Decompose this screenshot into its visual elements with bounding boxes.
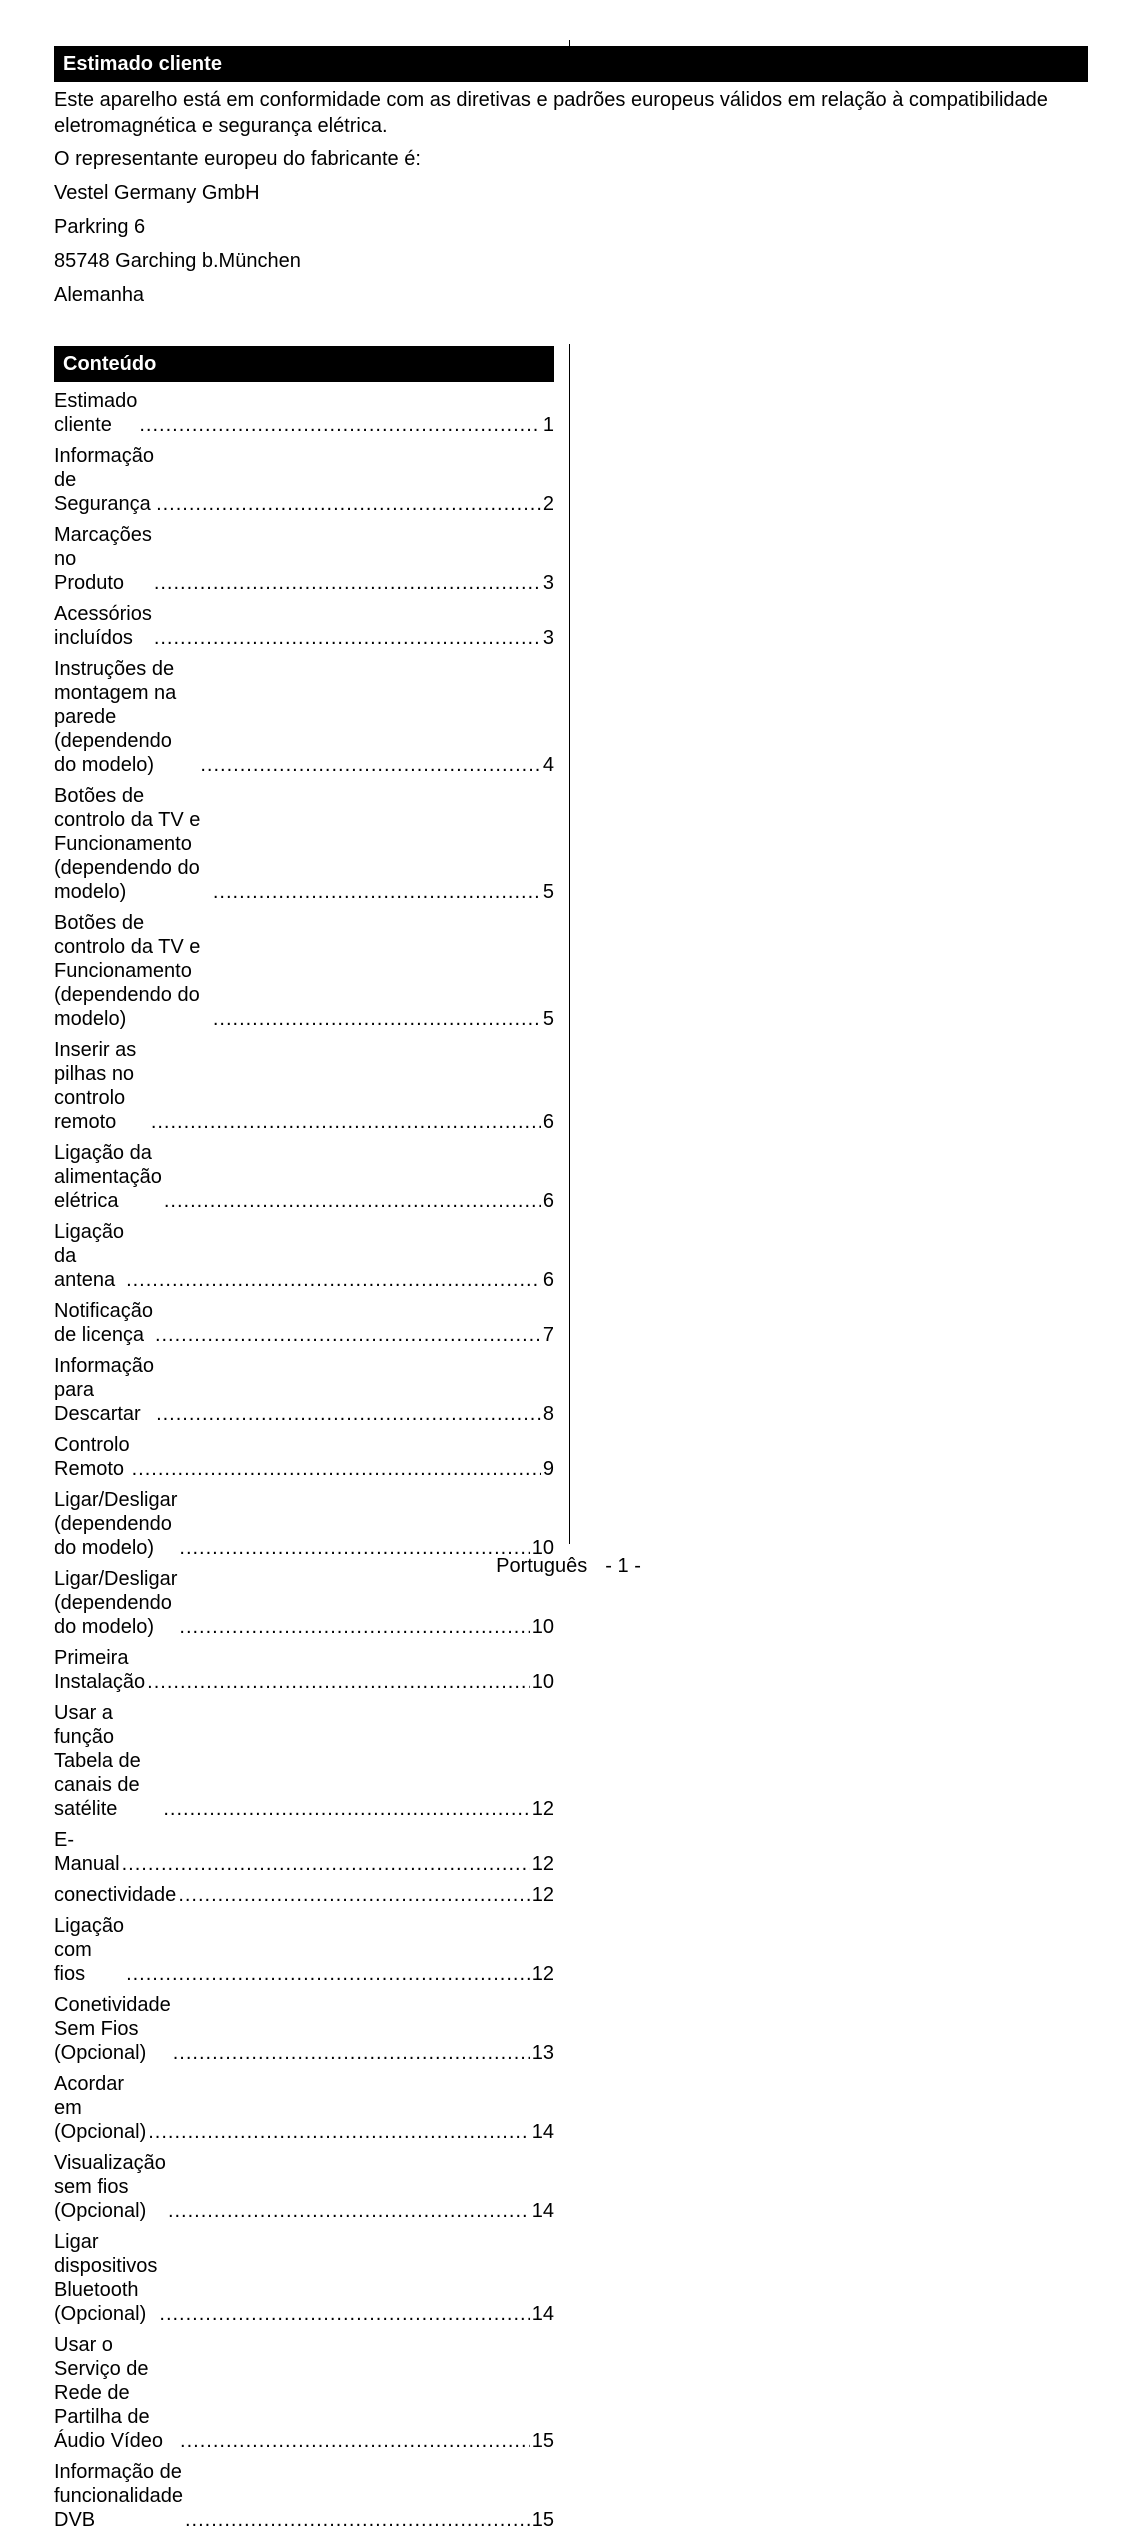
toc-leader-dots xyxy=(151,1110,541,1134)
intro-paragraph: Este aparelho está em conformidade com as diretivas e padrões europeus válidos em relação à compatibilidade eletromagnética e segurança elétrica. xyxy=(54,89,1048,137)
toc-leader-dots xyxy=(154,626,541,650)
toc-entry-title: Estimado cliente xyxy=(54,390,138,436)
toc-entry[interactable] xyxy=(54,1488,554,1560)
toc-entry[interactable] xyxy=(54,523,554,595)
toc-entry[interactable] xyxy=(54,1993,554,2065)
toc-leader-dots xyxy=(163,1797,529,1821)
toc-entry-page: 3 xyxy=(542,627,554,649)
toc-entry[interactable] xyxy=(54,1038,554,1134)
toc-leader-dots xyxy=(185,2508,530,2532)
toc-leader-dots xyxy=(156,1402,541,1426)
toc-entry-page: 12 xyxy=(531,1798,554,1820)
toc-entry-title: Acordar em (Opcional) xyxy=(54,2073,147,2143)
toc-entry[interactable] xyxy=(54,1220,554,1292)
toc-leader-dots xyxy=(168,2199,530,2223)
toc-entry-title: Controlo Remoto xyxy=(54,1434,130,1480)
toc-entry-title: Acessórios incluídos xyxy=(54,603,152,649)
toc-entry-title: Informação de Segurança xyxy=(54,445,155,515)
toc-leader-dots xyxy=(139,413,541,437)
toc-entry-page: 10 xyxy=(531,1616,554,1638)
page-footer xyxy=(0,1553,1137,1579)
toc-entry-page: 6 xyxy=(542,1111,554,1133)
section-header-contents: Conteúdo xyxy=(54,346,554,382)
toc-leader-dots xyxy=(180,2429,530,2453)
toc-entry-title: conectividade xyxy=(54,1884,177,1906)
toc-entry-title: Inserir as pilhas no controlo remoto xyxy=(54,1039,137,1133)
toc-entry-page: 15 xyxy=(531,2509,554,2531)
toc-entry[interactable] xyxy=(54,444,554,516)
toc-entry[interactable] xyxy=(54,1914,554,1986)
toc-entry-page: 13 xyxy=(531,2042,554,2064)
toc-entry-page: 14 xyxy=(531,2303,554,2325)
toc-entry-title: Ligação da antena xyxy=(54,1221,125,1291)
toc-entry[interactable] xyxy=(54,1299,554,1347)
toc-entry-title: Notificação de licença xyxy=(54,1300,153,1346)
toc-entry-title: Ligação da alimentação elétrica xyxy=(54,1142,162,1212)
toc-entry-page: 4 xyxy=(542,754,554,776)
toc-leader-dots xyxy=(159,2302,529,2326)
toc-leader-dots xyxy=(164,1189,541,1213)
toc-entry[interactable] xyxy=(54,784,554,904)
address-company: Vestel Germany GmbH xyxy=(54,182,260,204)
toc-entry-title: Usar a função Tabela de canais de satélite xyxy=(54,1702,141,1820)
toc-entry-page: 14 xyxy=(531,2200,554,2222)
toc-entry-page: 14 xyxy=(531,2121,554,2143)
toc-entry[interactable] xyxy=(54,1354,554,1426)
toc-entry-page: 12 xyxy=(531,1853,554,1875)
address-street: Parkring 6 xyxy=(54,216,146,238)
toc-entry-title: Conetividade Sem Fios (Opcional) xyxy=(54,1994,171,2064)
toc-entry-title: Informação de funcionalidade DVB xyxy=(54,2461,183,2531)
toc-leader-dots xyxy=(132,1457,541,1481)
table-of-contents xyxy=(54,382,554,2532)
toc-entry-page: 9 xyxy=(542,1458,554,1480)
toc-entry-page: 3 xyxy=(542,572,554,594)
toc-entry-title: Botões de controlo da TV e Funcionamento (dependendo do modelo) xyxy=(54,785,201,903)
toc-leader-dots xyxy=(126,1268,541,1292)
toc-entry-title: E-Manual xyxy=(54,1829,120,1875)
toc-entry-title: Usar o Serviço de Rede de Partilha de Áudio Vídeo xyxy=(54,2334,163,2452)
toc-entry[interactable] xyxy=(54,2151,554,2223)
toc-entry[interactable] xyxy=(54,1433,554,1481)
toc-entry[interactable] xyxy=(54,2230,554,2326)
toc-entry[interactable] xyxy=(54,1828,554,1876)
toc-entry-title: Ligar/Desligar (dependendo do modelo) xyxy=(54,1568,178,1638)
toc-entry-title: Visualização sem fios (Opcional) xyxy=(54,2152,166,2222)
toc-entry-page: 12 xyxy=(531,1884,554,1906)
address-city: 85748 Garching b.München xyxy=(54,250,301,272)
toc-entry-title: Botões de controlo da TV e Funcionamento (dependendo do modelo) xyxy=(54,912,201,1030)
toc-entry-title: Ligação com fios xyxy=(54,1915,125,1985)
footer-page-number: - 1 - xyxy=(605,1555,641,1577)
toc-leader-dots xyxy=(213,880,541,904)
toc-leader-dots xyxy=(173,2041,530,2065)
toc-entry-page: 1 xyxy=(542,414,554,436)
toc-leader-dots xyxy=(156,492,541,516)
toc-leader-dots xyxy=(179,1615,529,1639)
toc-entry[interactable] xyxy=(54,2072,554,2144)
toc-entry[interactable] xyxy=(54,911,554,1031)
toc-leader-dots xyxy=(213,1007,541,1031)
toc-entry-page: 7 xyxy=(542,1324,554,1346)
toc-entry[interactable] xyxy=(54,657,554,777)
toc-leader-dots xyxy=(148,2120,530,2144)
toc-leader-dots xyxy=(200,753,541,777)
toc-entry-title: Ligar/Desligar (dependendo do modelo) xyxy=(54,1489,178,1559)
toc-entry[interactable] xyxy=(54,2333,554,2453)
toc-entry-page: 2 xyxy=(542,493,554,515)
toc-entry[interactable] xyxy=(54,2460,554,2532)
toc-entry-page: 5 xyxy=(542,881,554,903)
section-header-greeting: Estimado cliente xyxy=(54,46,1088,82)
column-divider-top xyxy=(569,40,570,48)
toc-entry-title: Marcações no Produto xyxy=(54,524,152,594)
toc-entry[interactable] xyxy=(54,602,554,650)
column-divider xyxy=(569,344,570,1544)
toc-leader-dots xyxy=(126,1962,530,1986)
toc-entry[interactable] xyxy=(54,1646,554,1694)
toc-entry-title: Informação para Descartar xyxy=(54,1355,155,1425)
toc-entry-page: 10 xyxy=(531,1537,554,1559)
toc-entry-page: 10 xyxy=(531,1671,554,1693)
toc-entry[interactable] xyxy=(54,1883,554,1907)
toc-leader-dots xyxy=(155,1323,541,1347)
footer-language: Português xyxy=(496,1555,588,1577)
toc-entry-title: Primeira Instalação xyxy=(54,1647,146,1693)
toc-entry-title: Instruções de montagem na parede (dependendo do modelo) xyxy=(54,658,177,776)
toc-entry[interactable] xyxy=(54,1141,554,1213)
toc-leader-dots xyxy=(147,1670,530,1694)
toc-entry-title: Ligar dispositivos Bluetooth (Opcional) xyxy=(54,2231,158,2325)
toc-entry-page: 12 xyxy=(531,1963,554,1985)
toc-entry[interactable] xyxy=(54,1701,554,1821)
toc-entry[interactable] xyxy=(54,389,554,437)
toc-entry-page: 5 xyxy=(542,1008,554,1030)
toc-entry-page: 8 xyxy=(542,1403,554,1425)
toc-leader-dots xyxy=(178,1883,529,1907)
representative-line: O representante europeu do fabricante é: xyxy=(54,148,421,170)
toc-entry-page: 6 xyxy=(542,1269,554,1291)
toc-entry-page: 15 xyxy=(531,2430,554,2452)
toc-leader-dots xyxy=(154,571,541,595)
toc-entry-page: 6 xyxy=(542,1190,554,1212)
address-country: Alemanha xyxy=(54,284,145,306)
toc-leader-dots xyxy=(122,1852,530,1876)
